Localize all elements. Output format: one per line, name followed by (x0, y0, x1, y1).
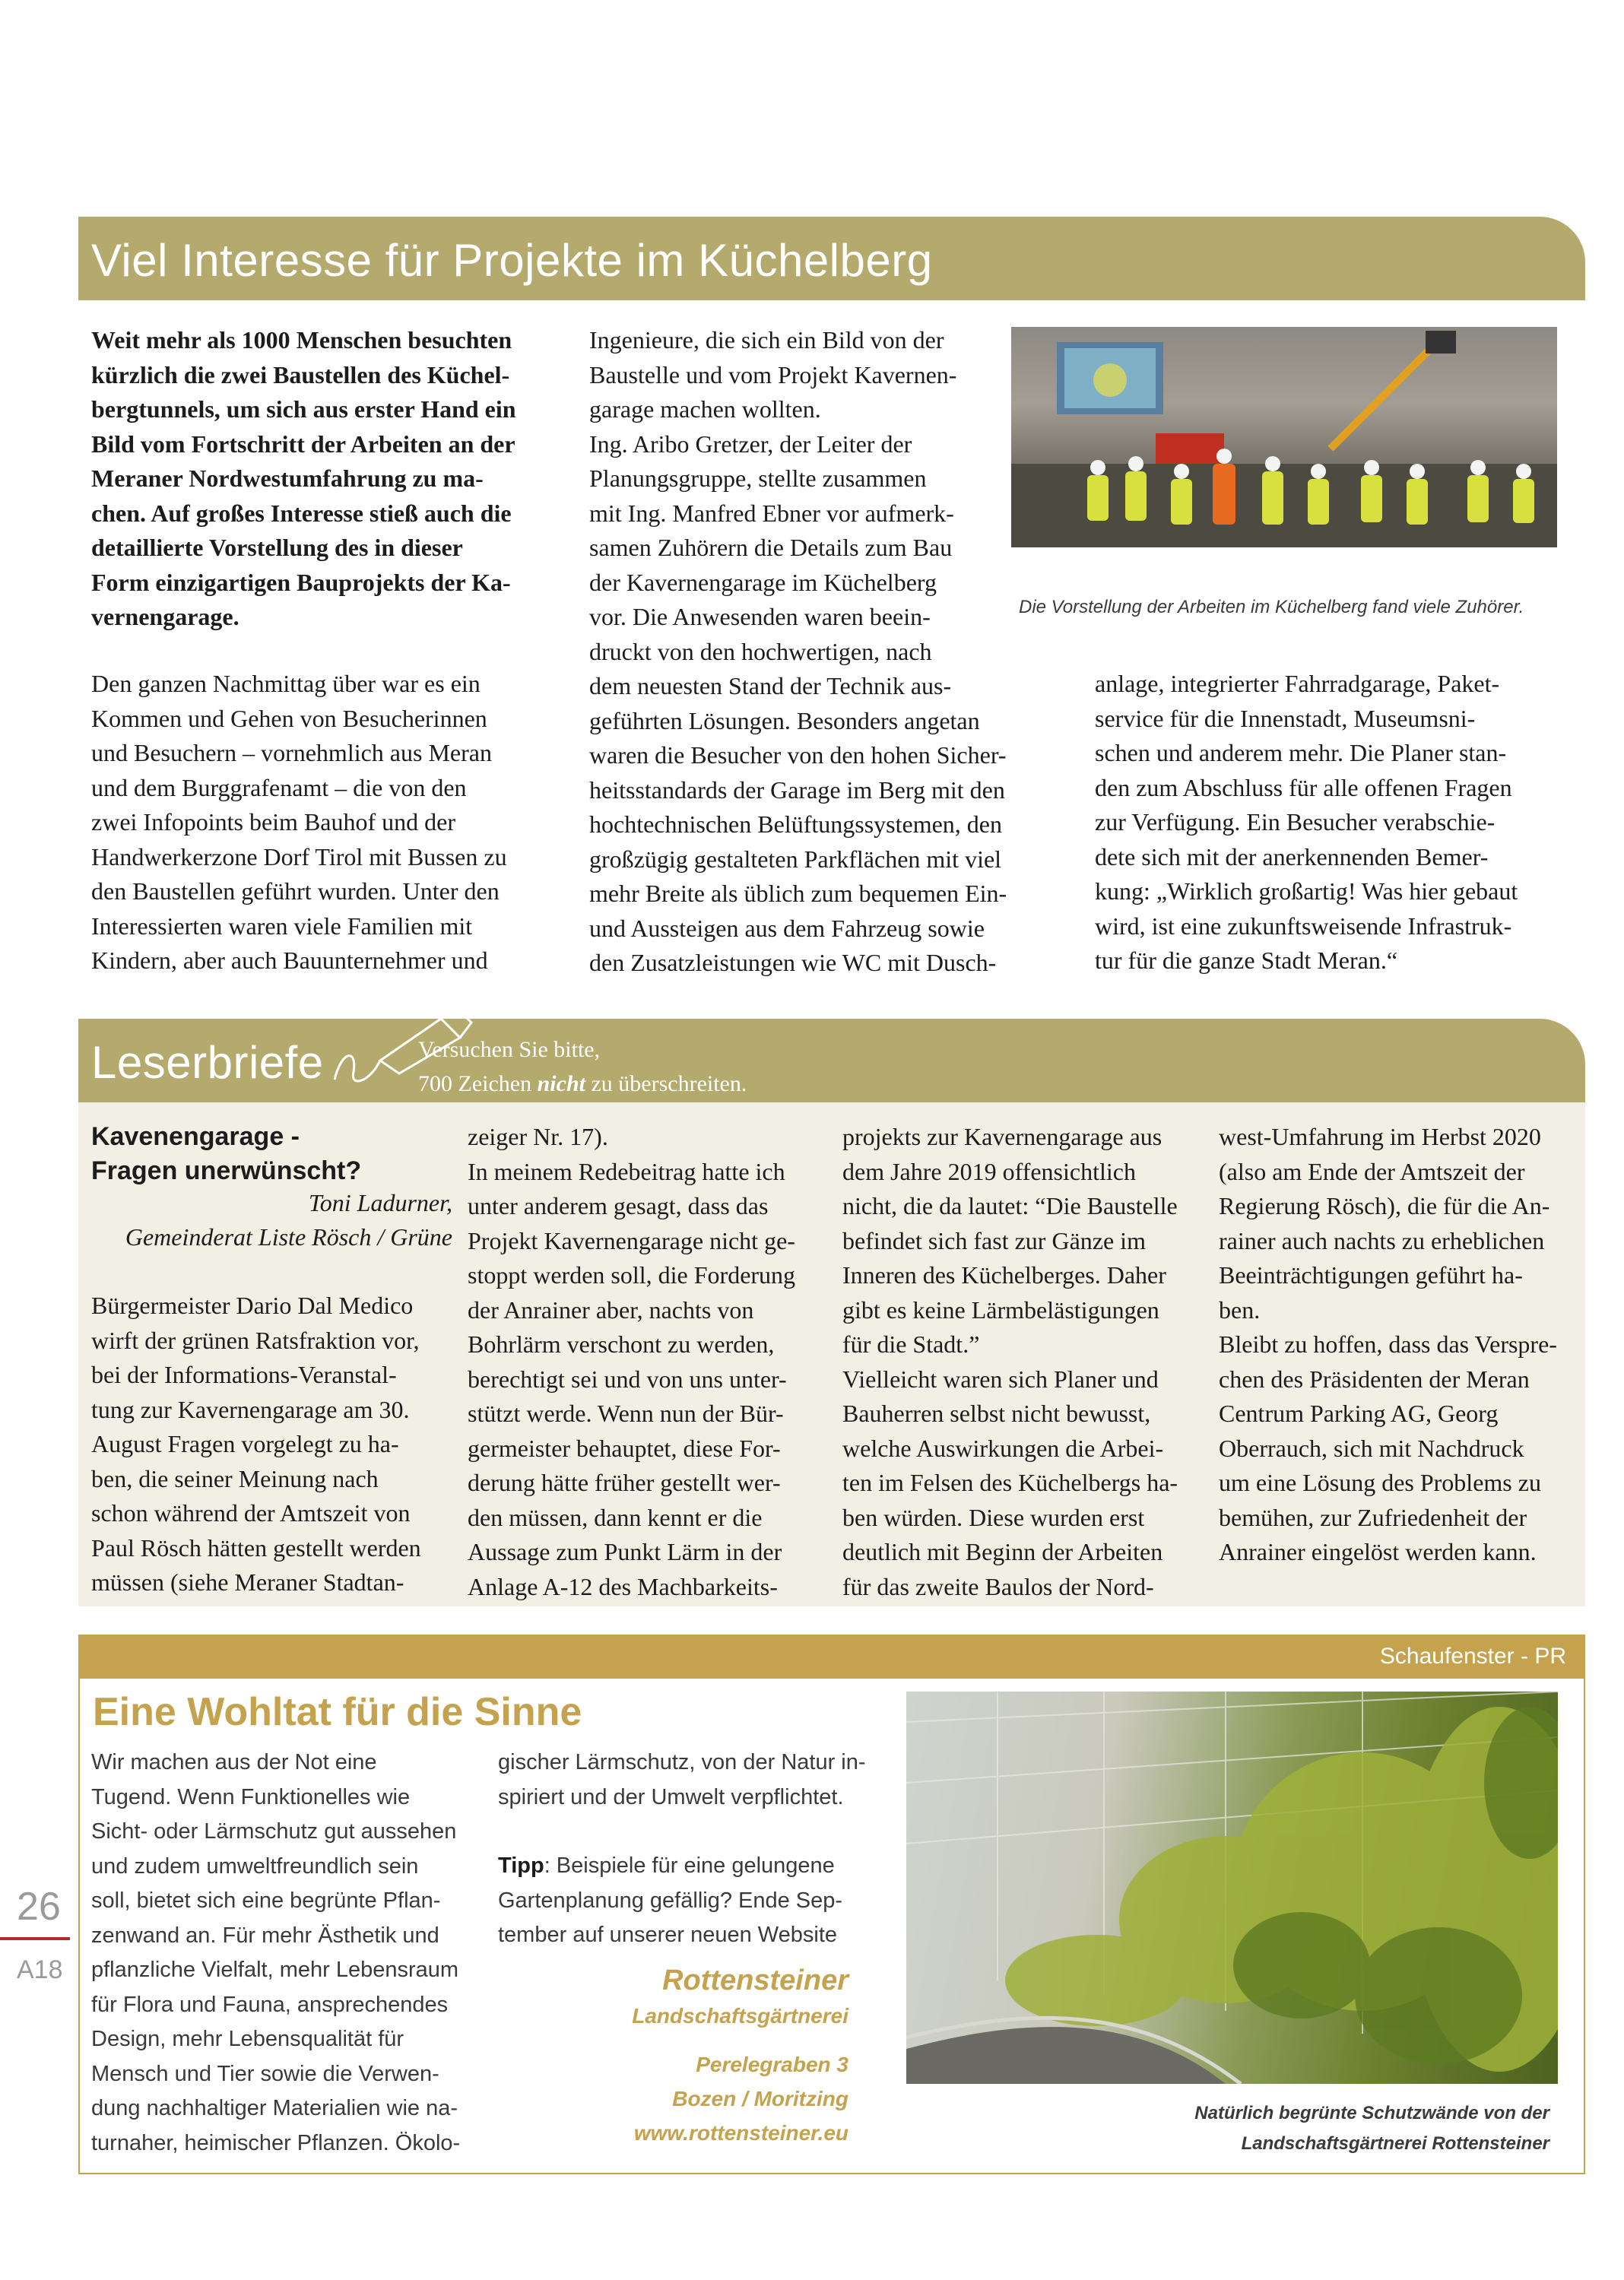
letter-col2: zeiger Nr. 17). In meinem Redebeitrag hatte ich unter anderem gesagt, dass das Projekt Kavernengarage nicht ge- stoppt werden soll, die Forderung der Anrainer aber, nachts von Bohrlärm verschont zu werden, berechtigt sei und von uns unter- stützt werde. Wenn nun der Bür- germeister behauptet, diese For- derung hätte früher gestellt wer- den müssen, dann kennt er die Aussage zum Punkt Lärm in der Anlage A-12 des Machbarkeits- (468, 1123, 796, 1600)
article-col2: Ingenieure, die sich ein Bild von der Baustelle und vom Projekt Kavernen- garage machen wollten. Ing. Aribo Gretzer, der Leiter der Planungsgruppe, stellte zusammen mit Ing. Manfred Ebner vor aufmerk- samen Zuhörern die Details zum Bau der Kavernengarage im Küchelberg vor. Die Anwesenden waren beein- druckt von den hochwertigen, nach dem neuesten Stand der Technik aus- geführten Lösungen. Besonders angetan waren die Besucher von den hohen Sicher- heitsstandards der Garage im Berg mit den hochtechnischen Belüftungssystemen, den großzügig gestalteten Parkflächen mit viel mehr Breite als üblich zum bequemen Ein- und Aussteigen aus dem Fahrzeug sowie den Zusatzleistungen wie WC mit Dusch- (589, 326, 1007, 976)
pr-tip-label: Tipp (498, 1853, 544, 1878)
pr-tip (498, 1849, 893, 1953)
green-wall-caption-line2: Landschaftsgärtnerei Rottensteiner (1241, 2133, 1549, 2154)
letters-note-emphasis: nicht (537, 1071, 585, 1096)
article-col1-body: Den ganzen Nachmittag über war es ein Kommen und Gehen von Besucherinnen und Besuchern – vornehmlich aus Meran und dem Burggrafenamt – die von den zwei Infopoints beim Bauhof und der Handwerkerzone Dorf Tirol mit Bussen zu den Baustellen geführt wurden. Unter den Interessierten waren viele Familien mit Kindern, aber auch Bauunternehmer und (91, 670, 507, 974)
green-wall-caption-line1: Natürlich begrünte Schutzwände von der (1194, 2103, 1549, 2123)
pr-title: Eine Wohltat für die Sinne (93, 1690, 582, 1734)
green-wall-photo-image (906, 1692, 1558, 2084)
green-wall-photo (906, 1692, 1558, 2084)
letters-note (418, 1032, 747, 1101)
pr-header-bar (78, 1635, 1585, 1679)
letter-title: Kavenengarage - Fragen unerwünscht? (91, 1122, 362, 1185)
letters-note-line2 (418, 1067, 747, 1101)
event-photo-image (1011, 327, 1557, 547)
pr-company: Rottensteiner (662, 1964, 848, 1996)
pr-address2: Bozen / Moritzing (672, 2087, 848, 2110)
page-code: A18 (17, 1955, 63, 1984)
letter-col4: west-Umfahrung im Herbst 2020 (also am Ende der Amtszeit der Regierung Rösch), die für die An- rainer auch nachts zu erheblichen Beeinträchtigungen geführt ha- ben. Bleibt zu hoffen, dass das Verspre- chen des Präsidenten der Meran Centrum Parking AG, Georg Oberrauch, sich mit Nachdruck um eine Lösung des Problems zu bemühen, zur Zufriedenheit der Anrainer eingelöst werden kann. (1219, 1123, 1557, 1565)
article-title: Viel Interesse für Projekte im Küchelberg (91, 235, 933, 286)
letters-section-title: Leserbriefe (91, 1037, 324, 1088)
article-col3: anlage, integrierter Fahrradgarage, Paket- service für die Innenstadt, Museumsni- schen und anderem mehr. Die Planer stan- den zum Abschluss für alle offenen Fragen zur Verfügung. Ein Besucher verabschie- dete sich mit der anerkennenden Bemer- kung: „Wirklich großartig! Was hier gebaut wird, ist eine zukunftsweisende Infrastruk- tur für die ganze Stadt Meran.“ (1095, 670, 1518, 974)
letters-note-line1: Versuchen Sie bitte, (418, 1037, 601, 1062)
pr-company-sub: Landschaftsgärtnerei (632, 2004, 848, 2028)
letter-author: Toni Ladurner, Gemeinderat Liste Rösch / Grüne (125, 1189, 452, 1251)
article-lead: Weit mehr als 1000 Menschen besuchten kürzlich die zwei Baustellen des Küchel- bergtunnels, um sich aus erster Hand ein Bild vom Fortschritt der Arbeiten an der Meraner Nordwestumfahrung zu ma- chen. Auf großes Interesse stieß auch die detaillierte Vorstellung des in dieser Form einzigartigen Bauprojekts der Ka- vernengarage. (91, 326, 516, 630)
letters-note-pre: 700 Zeichen (418, 1071, 538, 1096)
page-number-rule (0, 1937, 70, 1940)
page-number: 26 (17, 1885, 61, 1929)
pr-col2: gischer Lärmschutz, von der Natur in- spiriert und der Umwelt verpflichtet. (498, 1750, 866, 1809)
pr-address1: Perelegraben 3 (696, 2053, 848, 2076)
pr-website: www.rottensteiner.eu (633, 2121, 848, 2145)
pr-label: Schaufenster - PR (1379, 1644, 1566, 1669)
pr-tip-text: : Beispiele für eine gelungene Gartenplanung gefällig? Ende Sep- tember auf unserer neuen Website (498, 1853, 843, 1947)
pr-col1: Wir machen aus der Not eine Tugend. Wenn Funktionelles wie Sicht- oder Lärmschutz gut aussehen und zudem umweltfreundlich sein soll, bietet sich eine begrünte Pflan- zenwand an. Für mehr Ästhetik und pflanzliche Vielfalt, mehr Lebensraum für Flora und Fauna, ansprechendes Design, mehr Lebensqualität für Mensch und Tier sowie die Verwen- dung nachhaltiger Materialien wie na- turnaher, heimischer Pflanzen. Ökolo- (91, 1750, 461, 2155)
letter-col1: Bürgermeister Dario Dal Medico wirft der grünen Ratsfraktion vor, bei der Informations-Veranstal- tung zur Kavernengarage am 30. August Fragen vorgelegt zu ha- ben, die seiner Meinung nach schon während der Amtszeit von Paul Rösch hätten gestellt werden müssen (siehe Meraner Stadtan- (91, 1292, 421, 1596)
event-photo (1011, 327, 1557, 547)
letters-note-post: zu überschreiten. (585, 1071, 747, 1096)
letter-col3: projekts zur Kavernengarage aus dem Jahre 2019 offensichtlich nicht, die da lautet: “Die Baustelle befindet sich fast zur Gänze im Inneren des Küchelberges. Daher gibt es keine Lärmbelästigungen für die Stadt.” Vielleicht waren sich Planer und Bauherren selbst nicht bewusst, welche Auswirkungen die Arbei- ten im Felsen des Küchelbergs ha- ben würden. Diese wurden erst deutlich mit Beginn der Arbeiten für das zweite Baulos der Nord- (842, 1123, 1178, 1600)
event-photo-caption: Die Vorstellung der Arbeiten im Küchelberg fand viele Zuhörer. (1019, 597, 1524, 617)
